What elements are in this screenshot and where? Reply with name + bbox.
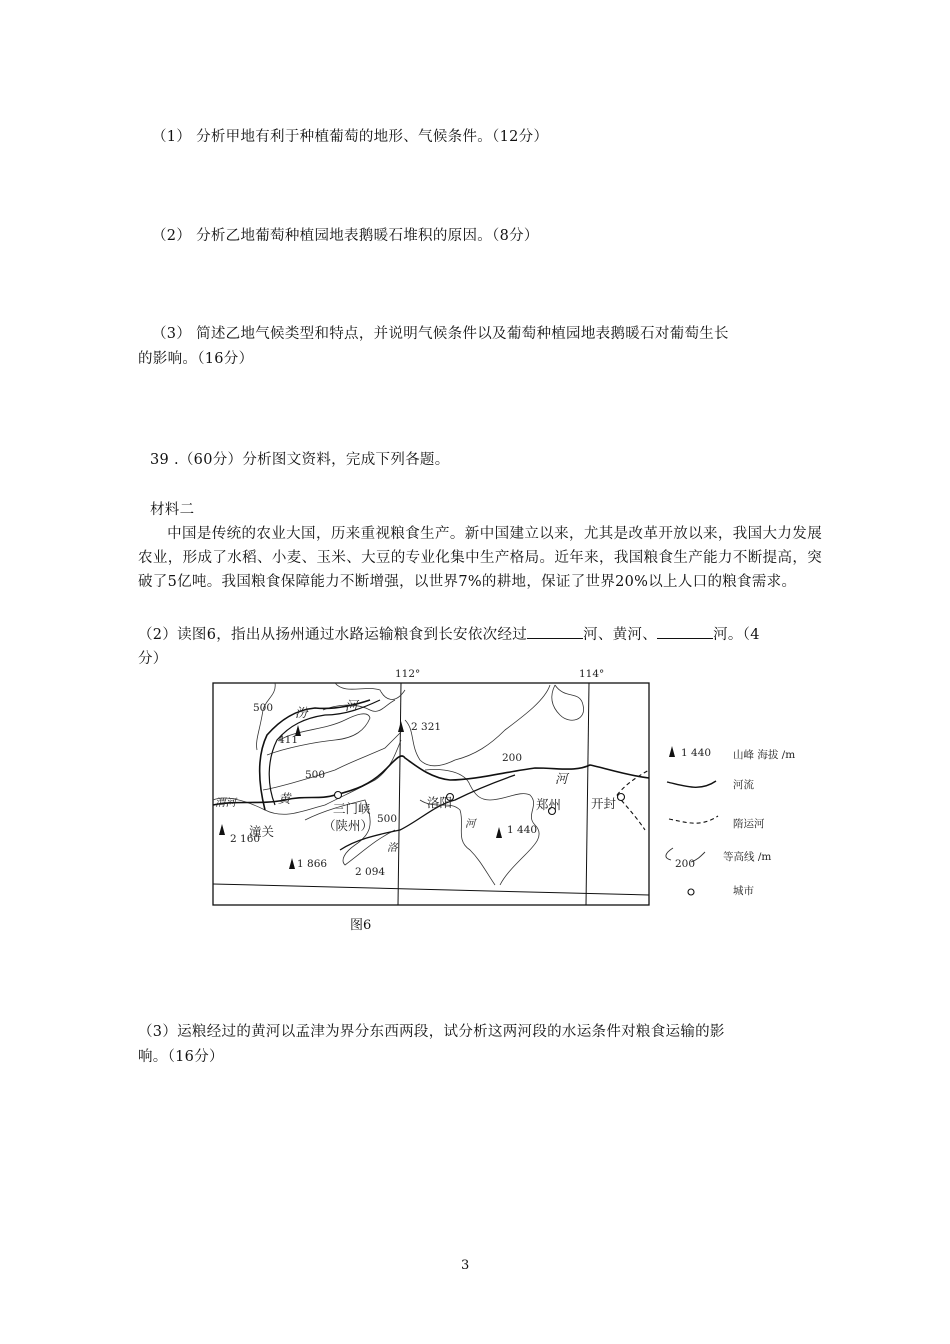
contour-label-200: 200: [502, 752, 523, 764]
question-3-text-line1: 简述乙地气候类型和特点，并说明气候条件以及葡萄种植园地表鹅暖石对葡萄生长: [196, 326, 729, 342]
question-3: [152, 322, 729, 346]
wei-river-label: 渭河: [215, 797, 236, 809]
city-tongguan-label: 潼关: [249, 824, 275, 839]
legend-river-label: 河流: [733, 779, 754, 791]
q39-sub2: [138, 623, 760, 647]
page-number: 3: [461, 1258, 470, 1273]
figure-caption: 图6: [350, 918, 372, 933]
yellow-river-bank-line: [269, 700, 380, 805]
city-shanzhou-label: （陕州）: [323, 818, 374, 833]
city-zhengzhou-label: 郑州: [536, 797, 562, 812]
q39-sub2-text-end: 河。（4: [713, 627, 760, 643]
contour-label-500: 500: [253, 702, 274, 714]
material-title: 材料二: [150, 502, 195, 518]
q39-sub3-line1: （3）运粮经过的黄河以孟津为界分东西两段，试分析这两河段的水运条件对粮食运输的影: [138, 1024, 725, 1040]
latitude-line: [213, 884, 649, 895]
q39-sub2-text-mid: 河、黄河、: [583, 627, 658, 643]
peak-1866-label: 1 866: [297, 858, 328, 870]
material-text: 中国是传统的农业大国，历来重视粮食生产。新中国建立以来，尤其是改革开放以来，我国大力发展农业，形成了水稻、小麦、玉米、大豆的专业化集中生产格局。近年来，我国粮食生产能力不断提高，突破了5亿吨。我国粮食保障能力不断增强，以世界7%的耕地，保证了世界20%以上人口的粮食需求。: [138, 526, 822, 590]
peak-411-label: 411: [278, 734, 299, 746]
peak-icon: [398, 721, 404, 732]
q39-sub3-line2: 响。（16分）: [138, 1049, 224, 1065]
yellow-river-label-2: 河: [555, 771, 568, 786]
map-legend: [666, 746, 795, 897]
legend-river-line: [667, 781, 716, 787]
question-3-line2: 的影响。（16分）: [138, 351, 254, 367]
answer-blank-2[interactable]: [657, 624, 713, 639]
city-sanmenxia-label: 三门峡: [333, 801, 371, 816]
legend-peak-label: 山峰 海拔 /m: [733, 749, 796, 761]
elevation-2094-label: 2 094: [355, 866, 386, 878]
fen-river-label-2: 河: [345, 698, 358, 713]
longitude-112-line: [398, 683, 401, 905]
longitude-112-label: 112°: [395, 668, 421, 680]
fen-river-label-1: 汾: [295, 705, 308, 720]
question-2-label: （2）: [152, 228, 192, 244]
peak-icon: [219, 824, 225, 835]
peak-1440-label: 1 440: [507, 824, 538, 836]
legend-contour-label: 等高线 /m: [723, 851, 772, 863]
city-kaifeng-label: 开封: [591, 796, 617, 811]
material-paragraph: [138, 522, 822, 594]
figure-6-map: [205, 660, 825, 910]
legend-contour-sample: 200: [675, 858, 696, 870]
answer-blank-1[interactable]: [527, 624, 583, 639]
q39-sub2-line2: 分）: [138, 651, 168, 667]
longitude-114-label: 114°: [579, 668, 605, 680]
luo-river-label-2: 河: [465, 818, 476, 830]
question-1-text: 分析甲地有利于种植葡萄的地形、气候条件。（12分）: [196, 129, 549, 145]
question-2: [152, 224, 539, 248]
city-luoyang-label: 洛阳: [427, 795, 453, 810]
city-sanmenxia-marker: [335, 792, 342, 799]
q39-heading: 39 .（60分）分析图文资料，完成下列各题。: [150, 452, 450, 468]
legend-city-marker: [688, 889, 694, 895]
city-kaifeng-marker: [618, 794, 625, 801]
peak-icon: [496, 827, 502, 838]
contour-label-500: 500: [305, 769, 326, 781]
luo-river-label-1: 洛: [387, 842, 398, 854]
peak-2321-label: 2 321: [411, 721, 442, 733]
yellow-river-label-1: 黄: [278, 791, 291, 806]
longitude-114-line: [586, 683, 589, 905]
legend-peak-sample: 1 440: [681, 747, 712, 759]
legend-canal-label: 隋运河: [733, 818, 765, 830]
q39-sub2-text: （2）读图6，指出从扬州通过水路运输粮食到长安依次经过: [138, 627, 528, 643]
peak-2160-label: 2 160: [230, 833, 261, 845]
peak-icon: [289, 858, 295, 869]
question-2-text: 分析乙地葡萄种植园地表鹅暖石堆积的原因。（8分）: [196, 228, 539, 244]
question-1-label: （1）: [152, 129, 192, 145]
question-1: [152, 125, 548, 149]
legend-canal-line: [669, 816, 718, 823]
question-3-label: （3）: [152, 326, 192, 342]
contour-label-500: 500: [377, 813, 398, 825]
legend-peak-icon: [669, 746, 675, 757]
legend-city-label: 城市: [733, 885, 754, 897]
